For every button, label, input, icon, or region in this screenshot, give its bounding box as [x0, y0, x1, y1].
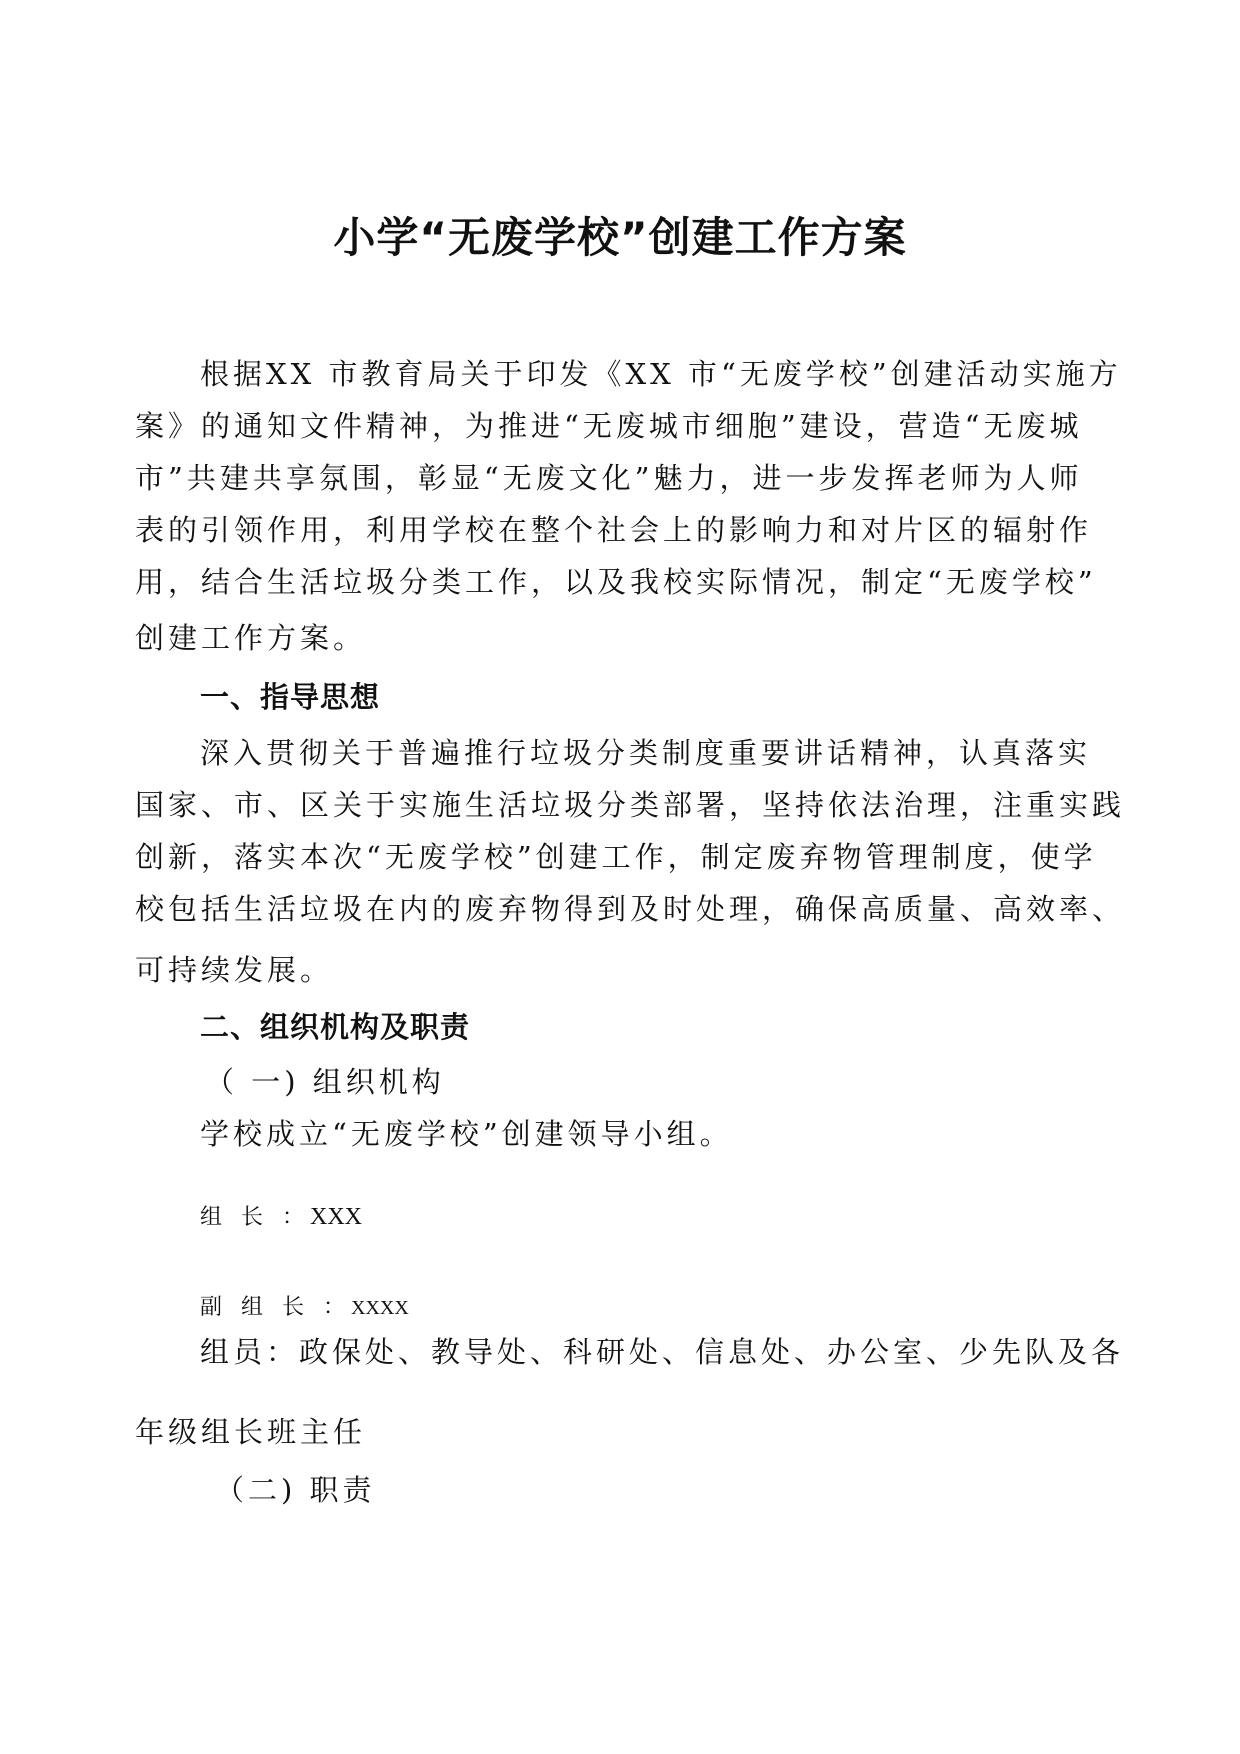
section1-line: 国家、市、区关于实施生活垃圾分类部署，坚持依法治理，注重实践 — [135, 788, 1126, 822]
members-line: 年级组长班主任 — [135, 1415, 367, 1449]
intro-line: 创建工作方案。 — [135, 621, 367, 655]
vice-leader-value: XXXX — [350, 1297, 409, 1319]
section-heading: 一、指导思想 — [200, 680, 381, 714]
section1-line: 创新，落实本次“无废学校”创建工作，制定废弃物管理制度，使学 — [135, 840, 1097, 874]
leader-value: XXX — [310, 1204, 362, 1230]
subsection-heading: （二) 职责 — [215, 1473, 376, 1507]
section1-line: 可持续发展。 — [135, 953, 334, 987]
section1-line: 校包括生活垃圾在内的废弃物得到及时处理，确保高质量、高效率、 — [135, 892, 1126, 926]
intro-line: 表的引领作用，利用学校在整个社会上的影响力和对片区的辐射作 — [135, 513, 1093, 547]
subsection-heading: （ 一) 组织机构 — [205, 1065, 445, 1099]
intro-line: 用，结合生活垃圾分类工作，以及我校实际情况，制定“无废学校” — [135, 565, 1097, 599]
intro-line: 案》的通知文件精神，为推进“无废城市细胞”建设，营造“无废城 — [135, 409, 1083, 443]
intro-line: 根据XX 市教育局关于印发《XX 市“无废学校”创建活动实施方 — [200, 357, 1122, 391]
paragraph: 学校成立“无废学校”创建领导小组。 — [200, 1117, 733, 1151]
section1-line: 深入贯彻关于普遍推行垃圾分类制度重要讲话精神，认真落实 — [200, 736, 1092, 770]
vice-leader-label: 副 组 长 ： — [200, 1295, 351, 1320]
members-line: 组员：政保处、教导处、科研处、信息处、办公室、少先队及各 — [200, 1335, 1125, 1369]
section-heading: 二、组织机构及职责 — [200, 1010, 471, 1044]
leader-label: 组 长 ： — [200, 1205, 310, 1230]
document-title: 小学“无废学校”创建工作方案 — [333, 213, 907, 262]
leader-row — [200, 1200, 362, 1231]
intro-line: 市”共建共享氛围，彰显“无废文化”魅力，进一步发挥老师为人师 — [135, 461, 1083, 495]
vice-leader-row — [200, 1290, 409, 1321]
